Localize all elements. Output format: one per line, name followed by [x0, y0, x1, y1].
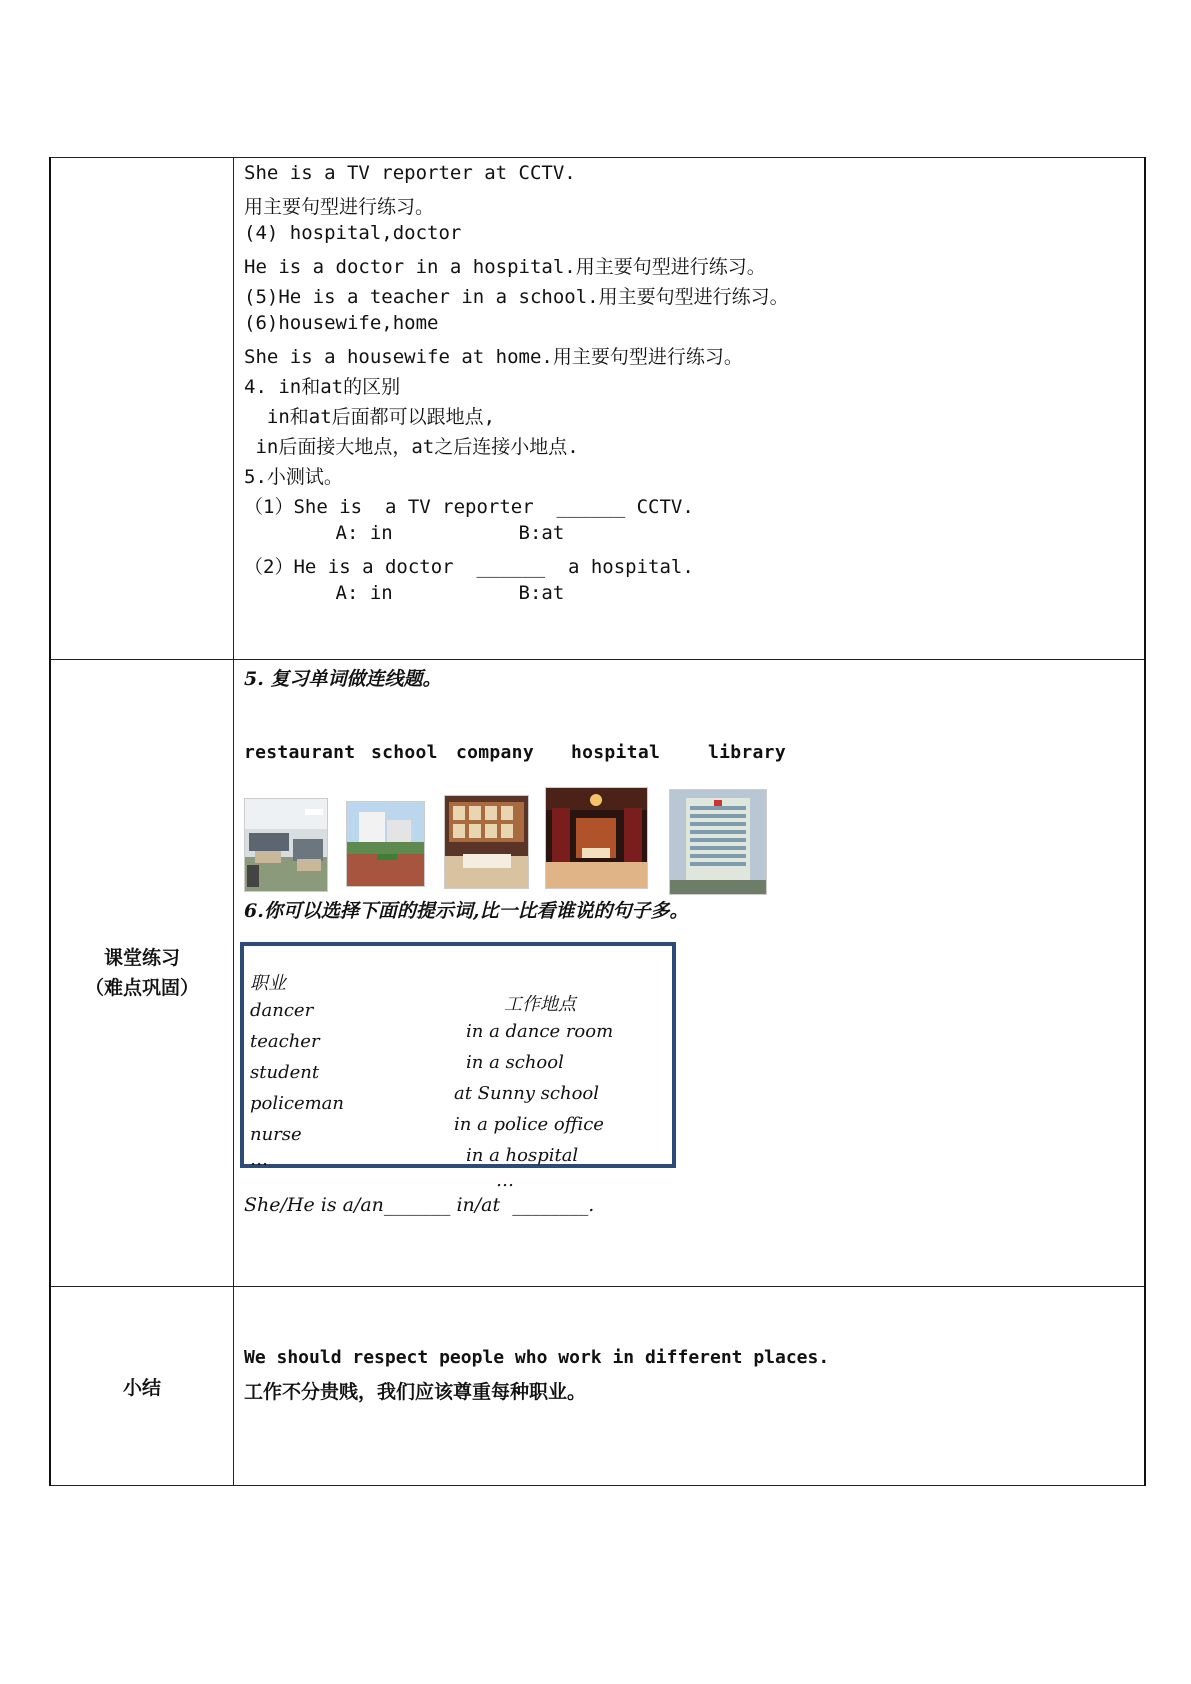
row3-label-cell — [50, 1287, 234, 1486]
task-5-heading: 5. 复习单词做连线题。 — [244, 668, 442, 690]
summary-chinese: 工作不分贵贱，我们应该尊重每种职业。 — [244, 1381, 587, 1403]
library-photo[interactable] — [444, 795, 529, 889]
word-school: school — [371, 742, 438, 763]
hint-job: dancer — [250, 1000, 314, 1021]
content-line: in和at后面都可以跟地点, — [244, 406, 496, 428]
hint-header-job: 职业 — [250, 973, 286, 994]
restaurant-photo[interactable] — [545, 787, 648, 889]
office-photo[interactable] — [244, 798, 328, 892]
content-line: She is a TV reporter at CCTV. — [244, 162, 576, 184]
hint-place: in a dance room — [466, 1021, 614, 1042]
hint-job: student — [250, 1062, 320, 1083]
word-library: library — [708, 742, 786, 763]
content-line: in后面接大地点，at之后连接小地点. — [244, 436, 579, 458]
quiz-question-2: （2）He is a doctor ______ a hospital. — [244, 556, 694, 578]
hint-word-box — [240, 942, 676, 1191]
content-line: (6)housewife,home — [244, 312, 439, 334]
hospital-building-photo[interactable] — [669, 789, 767, 895]
word-company: company — [456, 742, 534, 763]
content-line: 5.小测试。 — [244, 466, 343, 488]
quiz-options-2: A: in B:at — [244, 582, 565, 604]
content-line: (5)He is a teacher in a school.用主要句型进行练习。 — [244, 286, 789, 308]
section-label: 课堂练习 — [103, 947, 180, 969]
row2-label-cell — [50, 660, 234, 1287]
summary-label: 小结 — [122, 1376, 161, 1399]
fill-in-sentence: She/He is a/an_______ in/at ________. — [244, 1194, 595, 1216]
hint-job: nurse — [250, 1124, 302, 1145]
quiz-options-1: A: in B:at — [244, 522, 565, 544]
hint-place: at Sunny school — [454, 1083, 600, 1104]
table-row-classroom-exercise — [50, 660, 1145, 1287]
task-6-heading: 6.你可以选择下面的提示词,比一比看谁说的句子多。 — [244, 900, 689, 922]
school-playground-photo[interactable] — [346, 801, 425, 887]
hint-place: … — [496, 1170, 514, 1191]
row1-content-cell — [234, 158, 1146, 660]
row2-content-cell — [234, 660, 1146, 1287]
table-row-practice — [50, 158, 1145, 660]
summary-english: We should respect people who work in different places. — [244, 1347, 830, 1368]
hint-job: teacher — [250, 1031, 320, 1052]
content-line: He is a doctor in a hospital.用主要句型进行练习。 — [244, 256, 766, 278]
quiz-question-1: （1）She is a TV reporter ______ CCTV. — [244, 496, 694, 518]
row3-content-cell — [234, 1287, 1146, 1486]
content-line: She is a housewife at home.用主要句型进行练习。 — [244, 346, 743, 368]
content-line: 4. in和at的区别 — [244, 376, 401, 398]
hint-place: in a hospital — [466, 1145, 579, 1166]
word-hospital: hospital — [571, 742, 661, 763]
word-restaurant: restaurant — [244, 742, 356, 763]
section-sublabel: （难点巩固） — [84, 977, 199, 999]
hint-job: … — [250, 1149, 268, 1170]
hint-header-place: 工作地点 — [504, 994, 576, 1015]
row1-label-cell — [50, 158, 234, 660]
hint-place: in a police office — [454, 1114, 604, 1135]
hint-place: in a school — [466, 1052, 564, 1073]
lesson-plan-table — [49, 157, 1146, 1486]
hint-job: policeman — [250, 1093, 344, 1114]
content-line: 用主要句型进行练习。 — [244, 196, 435, 218]
table-row-summary — [50, 1287, 1145, 1486]
hint-row — [250, 1128, 672, 1191]
content-line: (4) hospital,doctor — [244, 222, 462, 244]
